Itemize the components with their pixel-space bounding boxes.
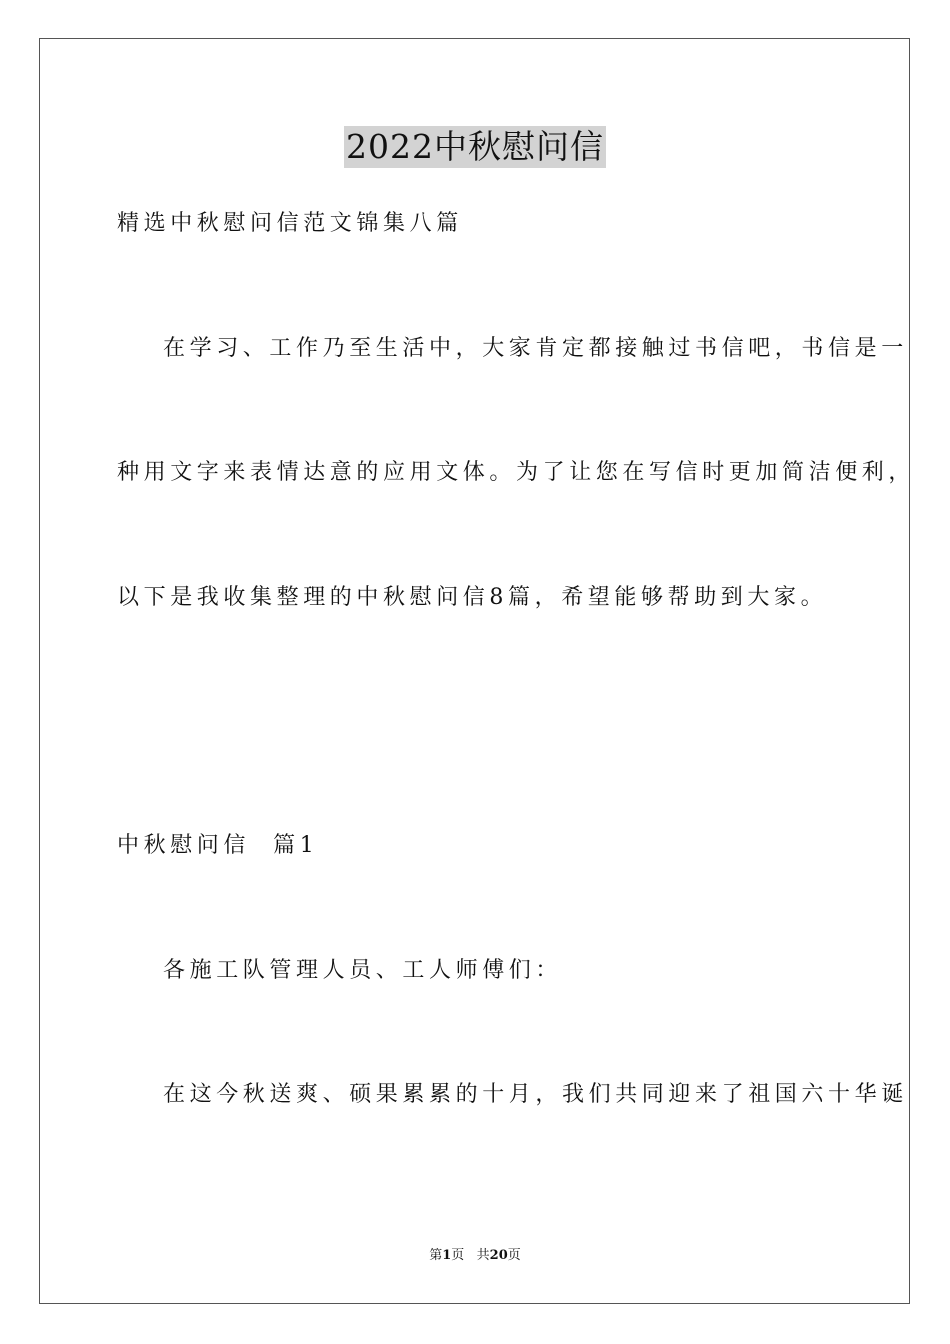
footer-page-suffix: 页 [507, 1248, 521, 1263]
section-heading: 中秋慰问信 篇1 [117, 833, 319, 858]
page-footer [0, 1246, 950, 1266]
document-title-text: 2022中秋慰问信 [346, 127, 604, 166]
body-line-1: 在这今秋送爽、硕果累累的十月，我们共同迎来了祖国六十华诞 [163, 1082, 908, 1107]
footer-page-mid: 页 共 [451, 1248, 490, 1263]
intro-line-2: 种用文字来表情达意的应用文体。为了让您在写信时更加简洁便利， [117, 460, 916, 485]
intro-line-1: 在学习、工作乃至生活中，大家肯定都接触过书信吧，书信是一 [163, 336, 908, 361]
document-title [0, 126, 950, 168]
footer-page-number: 1 [442, 1248, 452, 1263]
footer-total-pages: 20 [489, 1248, 508, 1263]
intro-line-3: 以下是我收集整理的中秋慰问信8篇，希望能够帮助到大家。 [117, 585, 828, 610]
document-subtitle: 精选中秋慰问信范文锦集八篇 [117, 211, 463, 236]
footer-page-prefix: 第 [429, 1248, 443, 1263]
salutation: 各施工队管理人员、工人师傅们： [163, 958, 563, 983]
